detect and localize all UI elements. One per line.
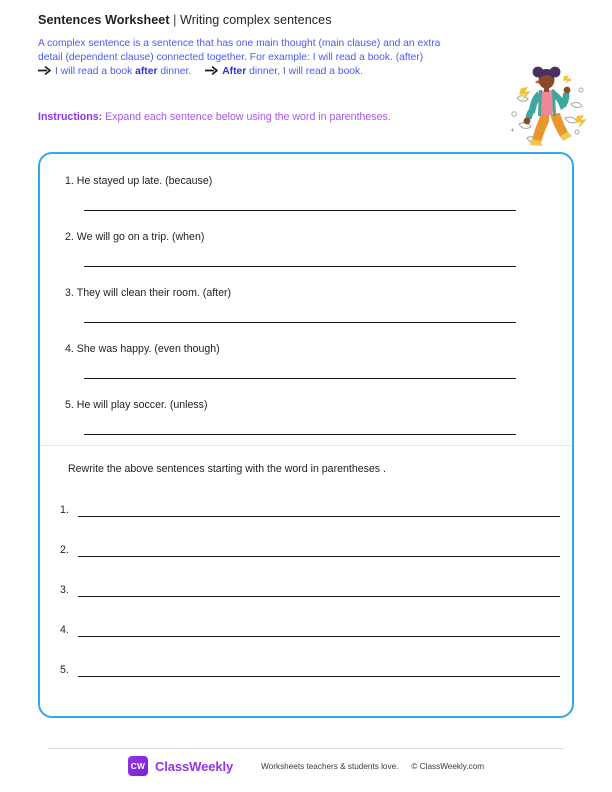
footer-copyright: © ClassWeekly.com — [411, 761, 485, 771]
question-number: 4. — [65, 343, 74, 355]
instructions-text: Expand each sentence below using the word in parentheses. — [102, 111, 391, 123]
question-item — [40, 224, 572, 280]
question-sentence: We will go on a trip. (when) — [76, 231, 205, 243]
brand-name: ClassWeekly — [154, 758, 234, 774]
instructions-label: Instructions: — [38, 111, 103, 123]
page-title-separator: | — [169, 13, 181, 27]
arrow-right-icon — [38, 66, 51, 80]
answer-item — [60, 503, 560, 523]
answer-item — [60, 543, 560, 563]
question-number: 3. — [65, 287, 74, 299]
footer-tagline: Worksheets teachers & students love. — [261, 761, 399, 771]
example-1-post: dinner. — [157, 66, 192, 78]
intro-paragraph — [38, 37, 508, 64]
example-2-post: dinner, I will read a book. — [246, 66, 364, 78]
intro-line-2: detail (dependent clause) connected together. For example: I will read a book. (after) — [38, 51, 424, 63]
answer-writing-line[interactable] — [84, 266, 516, 267]
question-item — [40, 280, 572, 336]
question-sentence: They will clean their room. (after) — [76, 287, 232, 299]
rewrite-writing-line[interactable] — [78, 636, 560, 637]
brand-logo[interactable] — [128, 756, 233, 776]
classweekly-badge-icon: CW — [128, 756, 148, 776]
question-item — [40, 392, 572, 448]
instructions-line — [38, 110, 391, 124]
answer-writing-line[interactable] — [84, 322, 516, 323]
question-number: 5. — [65, 399, 74, 411]
page-title-bold: Sentences Worksheet — [38, 13, 170, 27]
question-sentence: He stayed up late. (because) — [76, 175, 213, 187]
question-sentence: She was happy. (even though) — [76, 343, 220, 355]
rewrite-writing-line[interactable] — [78, 516, 560, 517]
rewrite-writing-line[interactable] — [78, 596, 560, 597]
worksheet-card — [38, 152, 574, 718]
dancing-student-illustration — [505, 62, 591, 150]
answer-number: 2. — [60, 544, 69, 556]
answer-writing-line[interactable] — [84, 378, 516, 379]
page-title-subtitle: Writing complex sentences — [180, 13, 332, 27]
example-transformations — [38, 65, 574, 80]
answer-writing-line[interactable] — [84, 434, 516, 435]
expand-sentences-section — [40, 154, 572, 448]
question-text — [65, 398, 208, 412]
section-divider — [40, 445, 572, 446]
question-number: 1. — [65, 175, 74, 187]
page-footer — [0, 756, 612, 776]
example-1-keyword: after — [135, 66, 158, 78]
answer-item — [60, 663, 560, 683]
example-1-pre: I will read a book — [55, 66, 136, 78]
question-number: 2. — [65, 231, 74, 243]
rewrite-writing-line[interactable] — [78, 556, 560, 557]
intro-line-1: A complex sentence is a sentence that has one main thought (main clause) and an extra — [38, 38, 441, 49]
answer-number: 5. — [60, 664, 69, 676]
answer-item — [60, 623, 560, 643]
question-text — [65, 230, 204, 244]
answer-number: 3. — [60, 584, 69, 596]
answer-item — [60, 583, 560, 603]
rewrite-prompt: Rewrite the above sentences starting with the word in parentheses . — [68, 463, 386, 475]
arrow-right-icon-2 — [205, 66, 218, 80]
worksheet-header — [38, 12, 574, 80]
page-title — [38, 12, 574, 28]
question-item — [40, 168, 572, 224]
question-text — [65, 174, 212, 188]
answer-writing-line[interactable] — [84, 210, 516, 211]
question-text — [65, 342, 220, 356]
example-2-keyword: After — [222, 66, 247, 78]
question-sentence: He will play soccer. (unless) — [76, 399, 208, 411]
footer-divider — [48, 748, 564, 749]
answer-number: 4. — [60, 624, 69, 636]
question-text — [65, 286, 231, 300]
rewrite-writing-line[interactable] — [78, 676, 560, 677]
question-item — [40, 336, 572, 392]
answer-number: 1. — [60, 504, 69, 516]
